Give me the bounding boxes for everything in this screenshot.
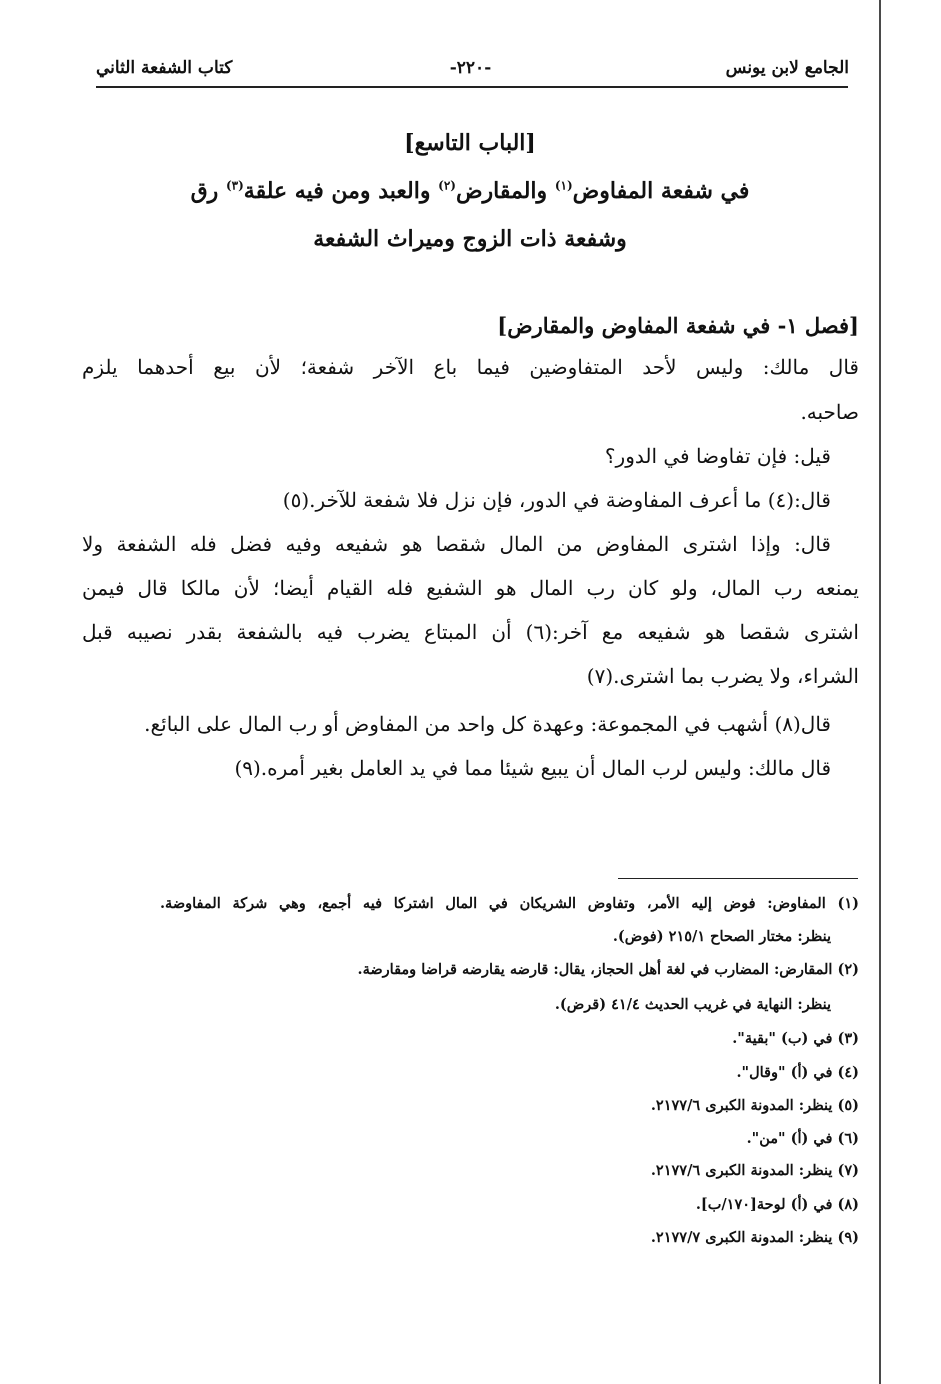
body-line: اشترى شقصا هو شفيعه مع آخر:(٦) أن المبتاع يضرب فيه بالشفعة بقدر نصيبه قبل <box>82 620 859 644</box>
chapter-title: [الباب التاسع] <box>404 130 536 156</box>
chapter-subtitle <box>80 178 860 204</box>
footnote: (٥) ينظر: المدونة الكبرى ٢١٧٧/٦. <box>650 1097 859 1114</box>
footnote-continuation: ينظر: مختار الصحاح ٢١٥/١ (فوض). <box>612 928 831 945</box>
subtitle-part-1: في شفعة المفاوض <box>572 178 750 204</box>
footnote-ref-1: (١) <box>554 178 573 193</box>
chapter-subtitle-line-2: وشفعة ذات الزوج وميراث الشفعة <box>313 226 627 252</box>
header-rule <box>96 86 848 88</box>
body-line: قال(٨) أشهب في المجموعة: وعهدة كل واحد من المفاوض أو رب المال على البائع. <box>144 712 831 736</box>
body-line: يمنعه رب المال، ولو كان رب المال هو الشفيع فله القيام أيضا؛ لأن مالكا قال فيمن <box>82 576 859 600</box>
footnote: (٦) في (أ) "من". <box>746 1130 859 1147</box>
body-line: صاحبه. <box>800 400 859 424</box>
body-line: قال:(٤) ما أعرف المفاوضة في الدور، فإن نزل فلا شفعة للآخر.(٥) <box>282 488 831 512</box>
footnote-rule <box>618 878 858 879</box>
footnote: (١) المفاوض: فوض إليه الأمر، وتفاوض الشريكان في المال اشتركا فيه أجمع، وهي شركة المفاوضة. <box>160 895 859 912</box>
footnote-continuation: ينظر: النهاية في غريب الحديث ٤١/٤ (قرض). <box>554 996 831 1013</box>
footnote: (٨) في (أ) لوحة[١٧٠/ب]. <box>695 1196 859 1213</box>
body-line: الشراء، ولا يضرب بما اشترى.(٧) <box>586 664 859 688</box>
section-heading: [فصل ١- في شفعة المفاوض والمقارض] <box>497 313 859 338</box>
running-header-chapter: كتاب الشفعة الثاني <box>96 58 233 78</box>
footnote-ref-2: (٢) <box>438 178 456 193</box>
subtitle-part-4: رق <box>190 178 226 204</box>
footnote: (٧) ينظر: المدونة الكبرى ٢١٧٧/٦. <box>650 1162 859 1179</box>
footnote: (٢) المقارض: المضارب في لغة أهل الحجاز، يقال: قارضه يقارضه قراضا ومقارضة. <box>357 961 859 978</box>
subtitle-part-2: والمقارض <box>455 178 555 204</box>
footnote: (٤) في (أ) "وقال". <box>736 1064 859 1081</box>
footnote: (٣) في (ب) "بقية". <box>732 1030 859 1047</box>
page-edge-rule <box>879 0 881 1384</box>
body-line: قال مالك: وليس لرب المال أن يبيع شيئا مما في يد العامل بغير أمره.(٩) <box>234 756 831 780</box>
subtitle-part-3: والعبد ومن فيه علقة <box>243 178 439 204</box>
footnote-ref-3: (٣) <box>225 178 244 193</box>
body-line: قال مالك: وليس لأحد المتفاوضين فيما باع الآخر شفعة؛ لأن بيع أحدهما يلزم <box>82 355 859 379</box>
running-header-book: الجامع لابن يونس <box>725 58 849 78</box>
body-line: قيل: فإن تفاوضا في الدور؟ <box>604 444 831 468</box>
body-line: قال: وإذا اشترى المفاوض من المال شقصا هو شفيعه وفيه فضل فله الشفعة ولا <box>82 532 831 556</box>
footnote: (٩) ينظر: المدونة الكبرى ٢١٧٧/٧. <box>650 1229 859 1246</box>
page-number: -٢٢٠- <box>449 58 492 78</box>
